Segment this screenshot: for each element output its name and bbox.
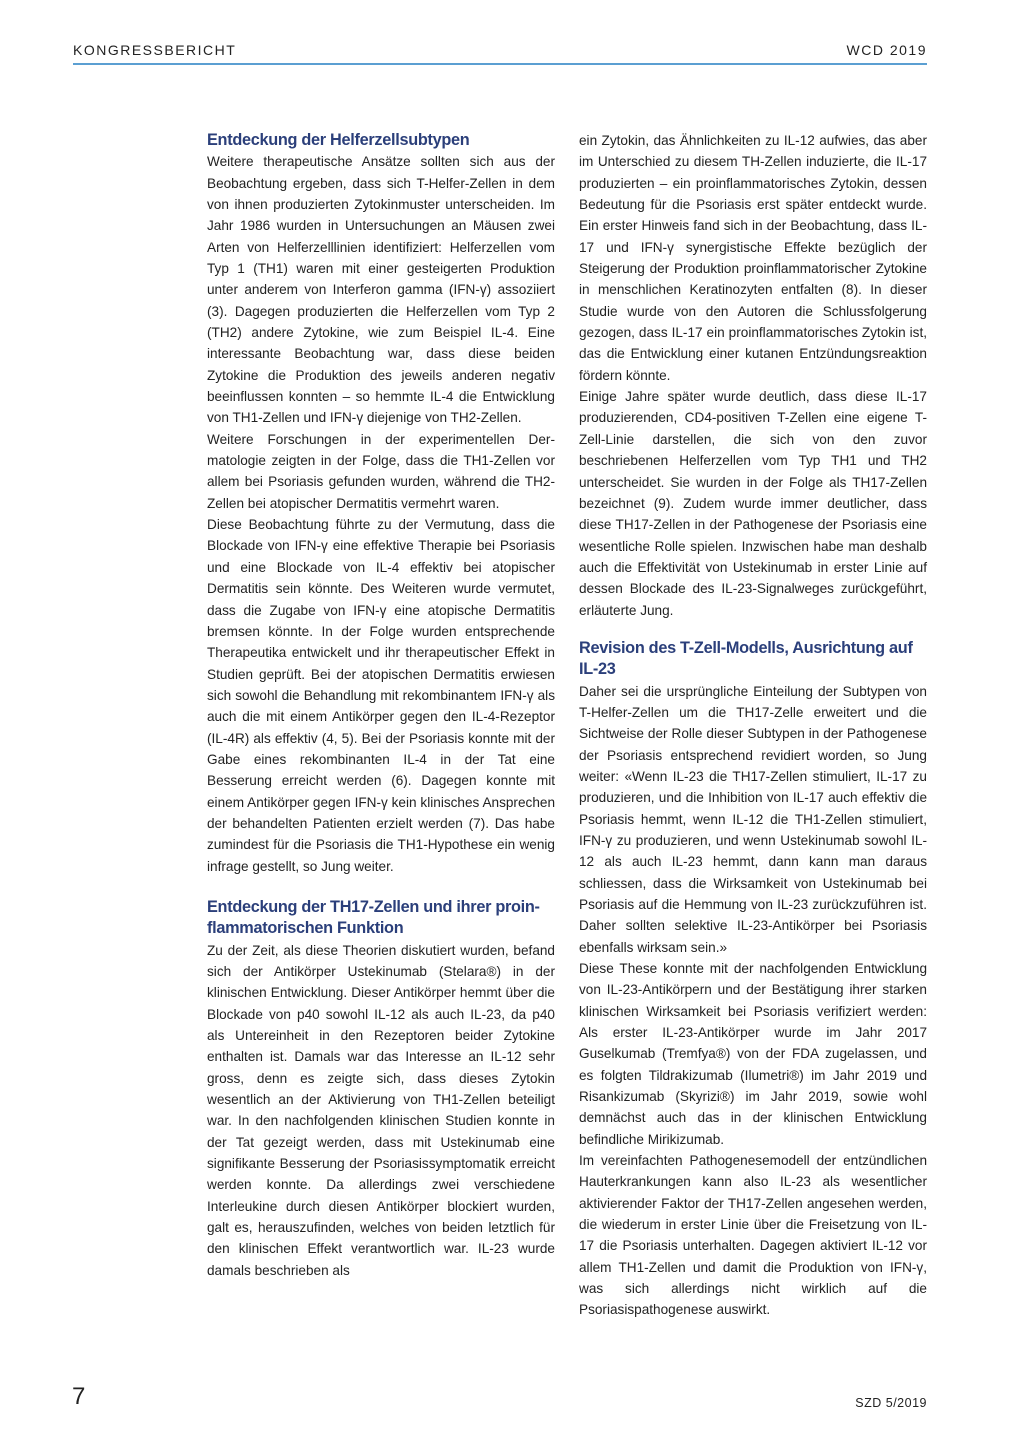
- paragraph: Weitere therapeutische Ansätze sollten sich aus der Beobachtung ergeben, dass sich T-Helfer-Zellen in dem von ihnen produzierten Zytokinmuster unterscheiden. Im Jahr 1986 wurden in Untersuchungen an Mäusen zwei Arten von Helferzelllinien identifiziert: Helferzellen vom Typ 1 (TH1) waren mit einer gesteigerten Produktion unter anderem von Interferon gamma (IFN-γ) assoziiert (3). Dagegen produzierten die Helferzellen vom Typ 2 (TH2) andere Zytokine, wie zum Beispiel IL-4. Eine interessante Beobachtung war, dass diese beiden Zytokine die Produktion des jeweils anderen negativ beeinflussen konnten – so hemmte IL-4 die Entwicklung von TH1-Zellen und IFN-γ diejenige von TH2-Zellen.: [207, 154, 555, 426]
- paragraph: Daher sei die ursprüngliche Einteilung der Subtypen von T-Helfer-Zellen um die TH17-Zelle erweitert und die Sichtweise der Rolle dieser Subtypen in der Pathogenese der Psoriasis entsprechend revidiert worden, so Jung weiter: «Wenn IL-23 die TH17-Zellen stimuliert, IL-17 zu produzieren, und die Inhibition von IL-17 auch effektiv die Psoriasis hemmt, wenn IL-12 die TH1-Zellen stimuliert, IFN-γ zu produzieren, und wenn Ustekinumab sowohl IL-12 als auch IL-23 hemmt, dann kann man daraus schliessen, dass die Wirksamkeit von Ustekinumab bei Psoriasis auf die Hemmung von IL-23 zurückzuführen ist. Daher sollten selektive IL-23-Antikörper bei Psoriasis ebenfalls wirksam sein.»: [579, 683, 927, 955]
- issue-label: SZD 5/2019: [855, 1396, 927, 1410]
- heading-helferzellsubtypen: Entdeckung der Helferzellsubtypen: [207, 131, 470, 149]
- heading-th17-zellen: Entdeckung der TH17-Zellen und ihrer proinflammatorischen Funktion: [207, 897, 540, 938]
- paragraph: Diese These konnte mit der nachfolgenden Entwicklung von IL-23-Antikörpern und der Bestätigung ihrer starken klinischen Wirksamkeit bei Psoriasis verifiziert werden: Als erster IL-23-Antikörper wurde im Jahr 2017 Guselkumab (Tremfya®) von der FDA zugelassen, und es folgten Tildrakizumab (Ilumetri®) im Jahr 2019 und Risankizumab (Skyrizi®) im Jahr 2019, sowie wohl demnächst auch das in der klinischen Entwicklung befindliche Mirikizumab.: [579, 960, 927, 1147]
- event-label: WCD 2019: [846, 42, 927, 58]
- paragraph: Weitere Forschungen in der experimentellen Dermatologie zeigten in der Folge, dass die TH1-Zellen vor allem bei Psoriasis gefunden wurden, während die TH2-Zellen bei atopischer Dermatitis vermehrt waren.: [207, 431, 555, 511]
- paragraph: ein Zytokin, das Ähnlichkeiten zu IL-12 aufwies, das aber im Unterschied zu diesem TH-Zellen induzierte, die IL-17 produzierten – ein proinflammatorisches Zytokin, dessen Bedeutung für die Psoriasis erst später entdeckt wurde. Ein erster Hinweis fand sich in der Beobachtung, dass IL-17 und IFN-γ synergistische Effekte bezüglich der Steigerung der Produktion proinflammatorischer Zytokine in menschlichen Keratinozyten entfalten (8). In dieser Studie wurde von den Autoren die Schlussfolgerung gezogen, dass IL-17 ein proinflammatorisches Zytokin ist, das die Entwicklung einer kutanen Entzündungsreaktion fördern könnte.: [579, 133, 927, 383]
- page-number: 7: [72, 1383, 86, 1410]
- header-divider: [73, 63, 927, 65]
- page-header: [73, 40, 927, 64]
- heading-revision-t-zell-modell: Revision des T-Zell-Modells, Ausrichtung auf IL-23: [579, 638, 913, 679]
- paragraph: Einige Jahre später wurde deutlich, dass diese IL-17 produzierenden, CD4-positiven T-Zellen eine eigene T-Zell-Linie darstellen, die sich von den zuvor beschriebenen Helferzellen vom Typ TH1 und TH2 unterscheidet. Sie wurden in der Folge als TH17-Zellen bezeichnet (9). Zudem wurde immer deutlicher, dass diese TH17-Zellen in der Pathogenese der Psoriasis eine wesentliche Rolle spielen. Inzwischen habe man deshalb auch die Effektivität von Ustekinumab in erster Linie auf dessen Blockade des IL-23-Signalweges zurückgeführt, erläuterte Jung.: [579, 389, 927, 618]
- right-column: [579, 130, 927, 1321]
- paragraph: Im vereinfachten Pathogenesemodell der entzündlichen Hauterkrankungen kann also IL-23 als wesentlicher aktivierender Faktor der TH17-Zellen angesehen werden, die wiederum in erster Linie über die Freisetzung von IL-17 die Psoriasis unterhalten. Dagegen aktiviert IL-12 vor allem TH1-Zellen und damit die Produktion von IFN-γ, was sich allerdings nicht wirklich auf die Psoriasispathogenese auswirkt.: [579, 1153, 927, 1318]
- left-column: [207, 130, 555, 1281]
- section-label: KONGRESSBERICHT: [73, 42, 237, 58]
- paragraph: Diese Beobachtung führte zu der Vermutung, dass die Blockade von IFN-γ eine effektive Therapie bei Psoriasis und eine Blockade von IL-4 effektiv bei atopischer Dermatitis sein könnte. Des Weiteren wurde vermutet, dass die Zugabe von IFN-γ eine atopische Dermatitis bremsen könnte. In der Folge wurden entsprechende Therapeutika entwickelt und ihr therapeutischer Effekt in Studien geprüft. Bei der atopischen Dermatitis erwiesen sich sowohl die Behandlung mit rekombinantem IFN-γ als auch die mit einem Antikörper gegen den IL-4-Rezeptor (IL-4R) als effektiv (4, 5). Bei der Psoriasis konnte mit der Gabe eines rekombinanten IL-4 in der Tat eine Besserung erreicht werden (6). Dagegen konnte mit einem Antikörper gegen IFN-γ kein klinisches Ansprechen der behandelten Patienten erzielt werden (7). Das habe zumindest für die Psoriasis die TH1-Hypothese ein wenig infrage gestellt, so Jung weiter.: [207, 517, 555, 874]
- paragraph: Zu der Zeit, als diese Theorien diskutiert wurden, befand sich der Antikörper Ustekinumab (Stelara®) in der klinischen Entwicklung. Dieser Antikörper hemmt über die Blockade von p40 sowohl IL-12 als auch IL-23, da p40 als Untereinheit in den Rezeptoren beider Zytokine enthalten ist. Damals war das Interesse an IL-12 sehr gross, denn es zeigte sich, dass dieses Zytokin wesentlich an der Aktivierung von TH1-Zellen beteiligt war. In den nachfolgenden klinischen Studien konnte in der Tat gezeigt werden, dass mit Ustekinumab eine signifikante Besserung der Psoriasissymptomatik erreicht werden konnte. Da allerdings zwei verschiedene Interleukine durch diesen Antikörper blockiert wurden, galt es, herauszufinden, welches von beiden letztlich für den klinischen Effekt verantwortlich war. IL-23 wurde damals beschrieben als: [207, 942, 555, 1278]
